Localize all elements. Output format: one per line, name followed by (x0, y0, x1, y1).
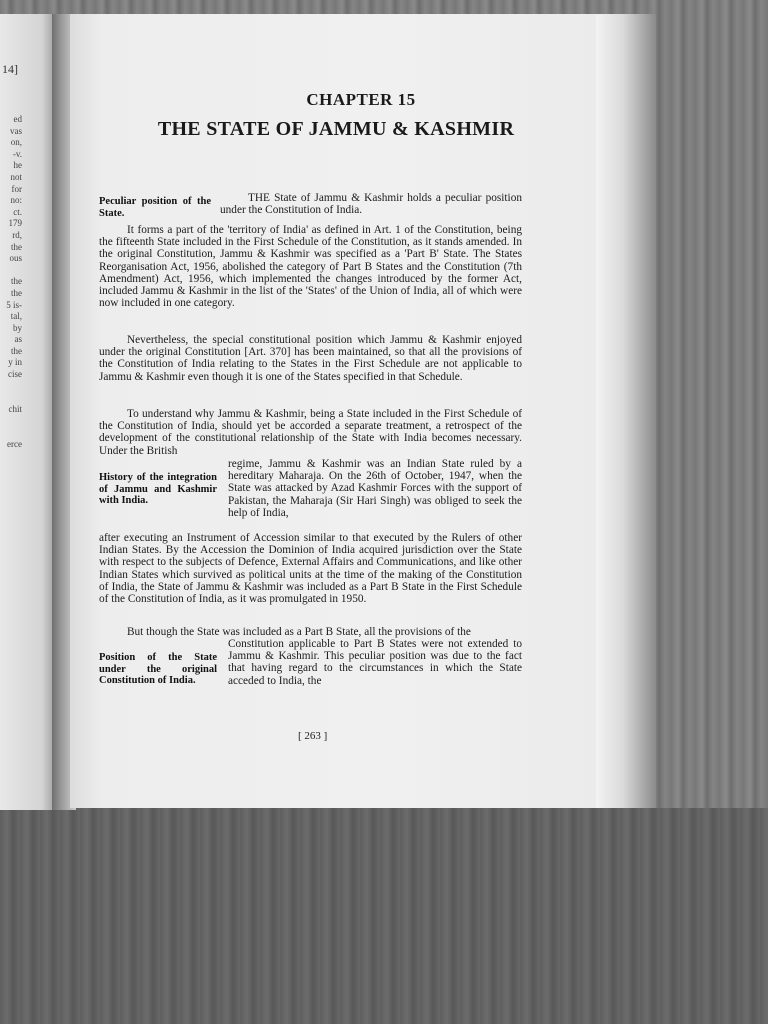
paragraph-5a-text: But though the State was included as a Part B State, all the provisions of the (127, 626, 471, 638)
paragraph-5b: Constitution applicable to Part B States were not extended to Jammu & Kashmir. This peculiar position was due to the fact that having regard to the circumstances in which the State acceded to India, the (228, 638, 522, 687)
paragraph-4a (99, 408, 522, 457)
side-heading-history: History of the integration of Jammu and Kashmir with India. (99, 472, 217, 507)
left-page-fragment (0, 427, 22, 439)
paragraph-5a (99, 626, 522, 638)
left-page (0, 14, 60, 810)
side-heading-position: Position of the State under the original Constitution of India. (99, 652, 217, 687)
left-page-fragment (0, 415, 22, 427)
side-heading-peculiar: Peculiar position of the State. (99, 196, 211, 219)
left-page-fragment: the (11, 345, 22, 356)
left-page-fragment: ct. (13, 206, 22, 217)
paragraph-2-text: It forms a part of the 'territory of India' as defined in Art. 1 of the Constitution, being the fifteenth State included in the First Schedule of the Constitution, as it stands amended. In the original Constitution, Jammu & Kashmir was specified as a 'Part B' State. The States Reorganisation Act, 1956, abolished the category of Part B States and the Constitution (7th Amendment) Act, 1956, which implemented the changes introduced by the former Act, included Jammu & Kashmir in the list of the 'States' of the Union of India, all of which were now included in one category. (99, 224, 522, 310)
left-page-fragment: 5 is- (6, 299, 22, 310)
left-page-fragment: 179 (8, 218, 22, 229)
left-page-fragment: as (14, 334, 22, 345)
chapter-label: CHAPTER 15 (306, 90, 416, 109)
left-page-fragment: by (13, 322, 22, 333)
left-page-fragment: vas (10, 125, 22, 136)
left-page-fragment: ous (9, 253, 22, 264)
left-page-fragment: the (11, 287, 22, 298)
left-page-fragment: ed (13, 114, 22, 124)
left-page-fragment: tal, (10, 311, 22, 322)
left-page-number: 14] (2, 62, 18, 76)
left-page-fragment: erce (7, 438, 22, 449)
paragraph-4b: regime, Jammu & Kashmir was an Indian State ruled by a hereditary Maharaja. On the 26th of October, 1947, when the State was attacked by Azad Kashmir Forces with the support of Pakistan, the Maharaja (Sir Hari Singh) was obliged to seek the help of India, (228, 458, 522, 519)
left-page-fragment (0, 381, 22, 393)
paragraph-1-text: THE State of Jammu & Kashmir holds a peculiar position under the Constitution of India. (220, 192, 522, 217)
left-page-fragment: not (10, 171, 22, 182)
paragraph-3-text: Nevertheless, the special constitutional position which Jammu & Kashmir enjoyed under the original Constitution [Art. 370] has been maintained, so that all the provisions of the Constitution of India relating to the States in the First Schedule are not applicable to Jammu & Kashmir even though it is one of the States specified in that Schedule. (99, 334, 522, 383)
paragraph-3 (99, 334, 522, 383)
left-page-fragment: y in (8, 357, 22, 368)
left-page-fragment: cise (8, 369, 22, 380)
left-page-fragment: chit (8, 403, 22, 414)
left-page-fragment: -v. (12, 148, 22, 159)
left-page-fragment: the (11, 276, 22, 287)
left-page-fragment: for (11, 183, 22, 194)
paragraph-2 (99, 224, 522, 309)
left-page-fragment: on, (10, 137, 22, 148)
paragraph-4a-text: To understand why Jammu & Kashmir, being a State included in the First Schedule of the Constitution of India, should yet be accorded a separate treatment, a retrospect of the development of the constitutional relationship of the State with India becomes necessary. Under the British (99, 408, 522, 457)
paragraph-1 (220, 192, 522, 216)
left-page-fragment: rd, (12, 229, 22, 240)
chapter-title: THE STATE OF JAMMU & KASHMIR (157, 118, 515, 140)
right-page (70, 14, 598, 808)
paragraph-4c: after executing an Instrument of Accession similar to that executed by the Rulers of other Indian States. By the Accession the Dominion of India acquired jurisdiction over the State with respect to the subjects of Defence, External Affairs and Communications, and like other Indian States which survived as political units at the time of the making of the Constitution of India, the State of Jammu & Kashmir was included as a Part B State in the First Schedule of the Constitution of India, as it was promulgated in 1950. (99, 532, 522, 606)
page-curl-edge (596, 14, 656, 808)
left-page-fragment: no: (10, 195, 22, 206)
page-number: [ 263 ] (298, 730, 328, 742)
left-page-fragment (0, 265, 22, 277)
left-page-fragment (0, 392, 22, 404)
background-bottom (0, 808, 768, 1024)
left-page-fragments (0, 114, 22, 450)
left-page-fragment: the (11, 241, 22, 252)
left-page-fragment: he (13, 160, 22, 171)
